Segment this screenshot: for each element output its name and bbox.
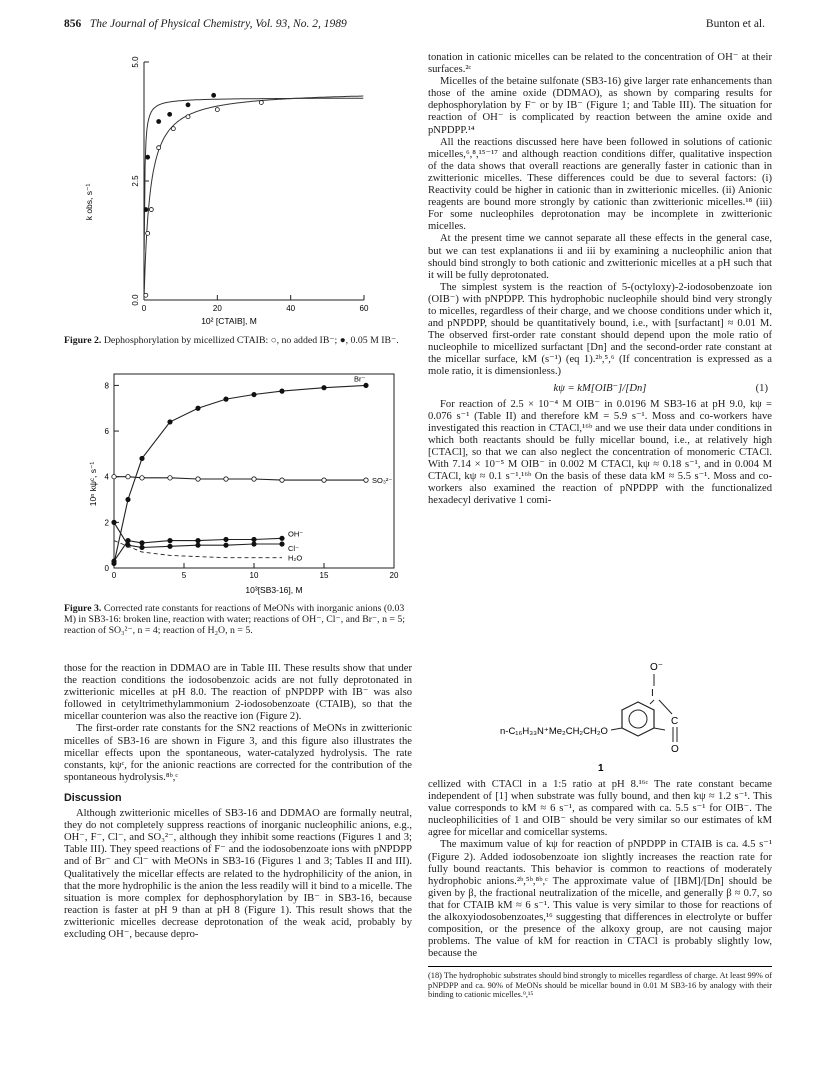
figure-2-point-open (157, 146, 161, 150)
left-column-body (64, 663, 412, 941)
figure-2-point-filled (186, 103, 190, 107)
paragraph: cellized with CTACl in a 1:5 ratio at pH 8.¹⁶ᶜ The rate constant became independent of [1] when substrate was fully bound, and then kψ ≈ 1.2 s⁻¹. This value corresponds to kM ≈ 6 s⁻¹, as compared with ca. 5.5 s⁻¹ for OIB⁻. The nucleophilicities of 1 and OIB⁻ should be very similar so our estimates of kM agree for micellar and comicellar systems. (428, 779, 772, 839)
figure-3-x-tick-label: 20 (389, 571, 399, 580)
figure-3-point (140, 545, 144, 549)
figure-3-point (112, 559, 116, 563)
figure-2-caption (64, 335, 412, 346)
figure-3-series-line (114, 477, 366, 480)
figure-3-series-label: H₂O (288, 553, 303, 563)
figure-3-point (196, 406, 200, 410)
structure-label: 1 (598, 763, 604, 774)
equation-number: (1) (755, 382, 768, 394)
equation-body: kψ = kM[OIB⁻]/[Dn] (553, 382, 647, 394)
figure-3-y-tick-label: 4 (104, 472, 109, 482)
figure-3-y-tick-label: 8 (104, 381, 109, 391)
right-column-body (428, 52, 772, 507)
structure-o-minus: O⁻ (650, 662, 664, 673)
figure-3-point (280, 389, 284, 393)
figure-2-caption-text: Dephosphorylation by micellized CTAIB: ○, no added IB⁻; ●, 0.05 M IB⁻. (103, 335, 399, 346)
figure-3-series-label: OH⁻ (288, 529, 304, 539)
figure-3-point (252, 537, 256, 541)
structure-carbon: C (671, 716, 679, 727)
figure-2-curve-open (144, 96, 363, 294)
figure-2-point-filled (212, 93, 216, 97)
figure-3-point (252, 542, 256, 546)
figure-3-point (126, 475, 130, 479)
figure-2-curve-filled (144, 98, 363, 249)
running-header (64, 18, 347, 30)
figure-3-chart (64, 368, 412, 596)
figure-2-point-open (259, 100, 263, 104)
figure-2-point-open (146, 231, 150, 235)
figure-3-point (196, 543, 200, 547)
paragraph: All the reactions discussed here have been followed in solutions of cationic micelles,⁶,⁸,¹⁵⁻¹⁷ and although reaction conditions differ, qualitative inspection of the data shows that overall reactions are generally faster in cationic than in zwitterionic micelles. These differences could be due to several factors: (i) Reactivity could be higher in cationic than in zwitterionic micelles. (ii) Anionic reagents are bound more strongly by cationic than zwitterionic micelles.¹⁸ (iii) For some nucleophiles deprotonation may be incomplete in zwitterionic micelles. (428, 136, 772, 233)
figure-3-point (112, 520, 116, 524)
figure-2-y-tick-label: 2.5 (131, 175, 140, 187)
figure-3-point (168, 476, 172, 480)
figure-3-y-tick-label: 2 (104, 518, 109, 528)
structure-carbonyl-oxygen: O (671, 744, 679, 755)
figure-3-point (280, 536, 284, 540)
figure-2-point-open (149, 208, 153, 212)
figure-3-x-tick-label: 10 (249, 571, 259, 580)
paragraph: The simplest system is the reaction of 5-(octyloxy)-2-iodosobenzoate ion (OIB⁻) with pNPDPP. This hydrophobic nucleophile should bind very strongly to micelles, regardless of their charge, and we choose conditions under which it, and pNPDPP, should be quantitatively bound, i.e., with [surfactant] ≈ 0.01 M. The observed first-order rate constant should depend upon the mole ratio of nucleophile to micellized surfactant [Dn] and the second-order rate constant at the micellar surface, kM (s⁻¹) (eq 1).²ᵇ,⁵,⁶ (If concentration is expressed as a mole ratio, it is dimensionless.) (428, 281, 772, 378)
figure-3-point (168, 538, 172, 542)
figure-3-point (224, 477, 228, 481)
figure-3-point (322, 478, 326, 482)
figure-3-series-label: Br⁻ (354, 374, 366, 384)
figure-3-series-label: SO₃²⁻ (372, 476, 393, 486)
figure-2-y-tick-label: 5.0 (131, 56, 140, 68)
figure-3-point (140, 456, 144, 460)
figure-3-caption (64, 603, 412, 636)
figure-3-ylabel: 10ⁿ kψᶜ, s⁻¹ (88, 461, 98, 507)
figure-3-point (168, 420, 172, 424)
figure-3-point (322, 385, 326, 389)
figure-3-x-tick-label: 15 (319, 571, 329, 580)
figure-3-point (112, 475, 116, 479)
figure-3-point (196, 538, 200, 542)
figure-3-point (140, 476, 144, 480)
paragraph: The first-order rate constants for the SN2 reactions of MeONs in zwitterionic micelles of SB3-16 are shown in Figure 3, and this figure also illustrates the micellar effects upon the spontaneous, water-catalyzed hydrolysis. The rate constants, kψᶜ, for the anionic reactions are corrected for the contribution of the spontaneous hydrolysis.⁸ᵇ,ᶜ (64, 723, 412, 783)
figure-3-series-label: Cl⁻ (288, 544, 300, 554)
equation-1 (428, 383, 772, 395)
figure-2-chart (64, 52, 412, 330)
figure-2-xlabel: 10² [CTAIB], M (201, 316, 257, 326)
page-number: 856 (64, 18, 82, 30)
figure-3-point (140, 541, 144, 545)
figure-2-point-filled (146, 155, 150, 159)
section-heading-discussion: Discussion (64, 791, 122, 804)
figure-2-point-open (144, 293, 148, 297)
footnote-18: (18) The hydrophobic substrates should bind strongly to micelles regardless of charge. At least 99% of pNPDPP and ca. 90% of MeONs should be micellar bound in 0.01 M SB3-16 by analogy with their binding to cationic micelles.⁹,¹⁵ (428, 966, 772, 999)
paragraph: Micelles of the betaine sulfonate (SB3-16) give larger rate enhancements than those of the amine oxide (DDMAO), as shown by comparing results for dephosphorylation by F⁻ or by IB⁻ (Figure 1; and Table III). The situation for reaction of OH⁻ is complicated by reaction between the amine oxide and pNPDPP.¹⁴ (428, 76, 772, 136)
figure-3-point (252, 477, 256, 481)
benzene-ring (622, 702, 654, 736)
right-column-body-continued (428, 779, 772, 1000)
figure-3-x-tick-label: 5 (181, 571, 187, 580)
figure-2-ylabel: k obs, s⁻¹ (84, 183, 94, 221)
figure-3-y-tick-label: 6 (104, 427, 109, 437)
figure-3-x-tick-label: 0 (111, 571, 117, 580)
figure-3-y-tick-label: 0 (104, 564, 109, 573)
figure-3-point (364, 383, 368, 387)
figure-3-point (280, 542, 284, 546)
figure-3-point (196, 477, 200, 481)
figure-3-point (224, 543, 228, 547)
figure-3-caption-label: Figure 3. (64, 603, 102, 614)
paragraph: The maximum value of kψ for reaction of pNPDPP in CTAIB is ca. 4.5 s⁻¹ (Figure 2). Added iodosobenzoate ion slightly increases the reaction rate for fully bound reactants. This behavior is common to reactions of moderately hydrophobic anions.²ᵇ,⁵ᵇ,⁸ᵇ,ᶜ The approximate value of [IBM]/[Dn] should be given by β, the fractional neutralization of the micelle, and generally β ≈ 0.7, so that for CTAIB kM ≈ 6 s⁻¹. This value is very similar to those for reactions of the alkoxyiodosobenzoates,¹⁶ suggesting that differences in electrolyte or buffer composition, or the presence of the alkoxy group, are not causing major problems. The value of kM for reaction in CTACl is probably slightly low, because the (428, 839, 772, 960)
structure-iodine: I (651, 688, 654, 699)
figure-3-point (252, 392, 256, 396)
figure-2-point-open (215, 108, 219, 112)
figure-3-caption-text: Corrected rate constants for reactions of MeONs with inorganic anions (0.03 M) in SB3-16: broken line, reaction with water; reactions of OH⁻, Cl⁻, and Br⁻, n = 5; reaction of SO₃²⁻, n = 4; reaction of H₂O, n = 5. (64, 603, 406, 636)
figure-2-point-filled (168, 112, 172, 116)
figure-3-point (280, 478, 284, 482)
figure-2-x-tick-label: 40 (286, 304, 296, 313)
paragraph: tonation in cationic micelles can be related to the concentration of OH⁻ at their surfaces.²ᶜ (428, 52, 772, 76)
figure-2-x-tick-label: 60 (359, 304, 369, 313)
figure-3-series-line (114, 385, 366, 563)
figure-3-point (224, 537, 228, 541)
figure-3-point (224, 397, 228, 401)
chemical-structure-1 (428, 658, 772, 776)
structure-side-chain: n-C₁₆H₃₃N⁺Me₂CH₂CH₂O (500, 726, 608, 737)
figure-2-point-open (171, 127, 175, 131)
figure-3-point (168, 544, 172, 548)
figure-2-x-tick-label: 0 (141, 304, 147, 313)
paragraph: At the present time we cannot separate all these effects in the general case, but we can test explanations ii and iii by examining a nucleophilic anion that should bind strongly to both cationic and zwitterionic micelles at a pH such that it will be fully deprotonated. (428, 233, 772, 281)
journal-title: The Journal of Physical Chemistry, Vol. 93, No. 2, 1989 (89, 18, 347, 30)
figure-2-point-filled (157, 120, 161, 124)
figure-2-point-open (186, 115, 190, 119)
figure-2-caption-label: Figure 2. (64, 335, 102, 346)
figure-2-y-tick-label: 0.0 (131, 294, 140, 306)
figure-2-point-filled (144, 208, 148, 212)
paragraph: those for the reaction in DDMAO are in Table III. These results show that under the reaction conditions the iodosobenzoic acids are not fully deprotonated in zwitterionic micelles at pH 8.0. The reaction of pNPDPP with IB⁻ was also followed in cetyltrimethylammonium 2-iodosobenzoate (CTAIB), so that the micellar counterion was also the reactive ion (Figure 2). (64, 663, 412, 723)
paragraph: Although zwitterionic micelles of SB3-16 and DDMAO are formally neutral, they do not completely suppress reactions of inorganic nucleophilic anions, e.g., OH⁻, F⁻, Cl⁻, and SO₃²⁻, although they inhibit some reactions (Figures 1 and 3; Table III). They speed reactions of F⁻ and the iodosobenzoate ions with pNPDPP and of Br⁻ and Cl⁻ with MeONs in SB3-16 (Figures 1 and 3; Tables II and III). Qualitatively the micellar effects are related to the hydrophilicity of the anion, in that the more hydrophilic is the anion the less readily will it bind to a micelle. The situation is more complex for dephosphorylation by IB⁻ in SB3-16, because reaction is faster at pH 9 than at pH 8 (Figure 1). This result shows that the zwitterionic micelles decrease deprotonation of the weak acid, probably by excluding OH⁻, because depro- (64, 808, 412, 940)
figure-2-x-tick-label: 20 (212, 304, 222, 313)
figure-3-point (126, 497, 130, 501)
figure-3-xlabel: 10³[SB3-16], M (245, 585, 303, 595)
paragraph: For reaction of 2.5 × 10⁻⁴ M OIB⁻ in 0.0196 M SB3-16 at pH 9.0, kψ = 0.076 s⁻¹ (Table II) and therefore kM = 5.9 s⁻¹. Moss and co-workers have investigated this reaction in CTACl,¹⁶ᵇ and we use their data under conditions in which both reactants should be fully micellar bound, i.e., at relatively high [CTACl], so that we can also neglect the concentration of monomeric CTACl. With 7.14 × 10⁻⁵ M OIB⁻ in 0.002 M CTACl, kψ ≈ 0.18 s⁻¹, and in 0.004 M CTACl, kψ ≈ 0.1 s⁻¹.¹⁶ᵇ On the basis of these data kM ≈ 5.5 s⁻¹. Moss and co-workers also examined the reaction of pNPDPP with the functionalized hexadecyl derivative 1 comi- (428, 398, 772, 507)
author-header: Bunton et al. (705, 18, 765, 30)
figure-3-point (364, 478, 368, 482)
